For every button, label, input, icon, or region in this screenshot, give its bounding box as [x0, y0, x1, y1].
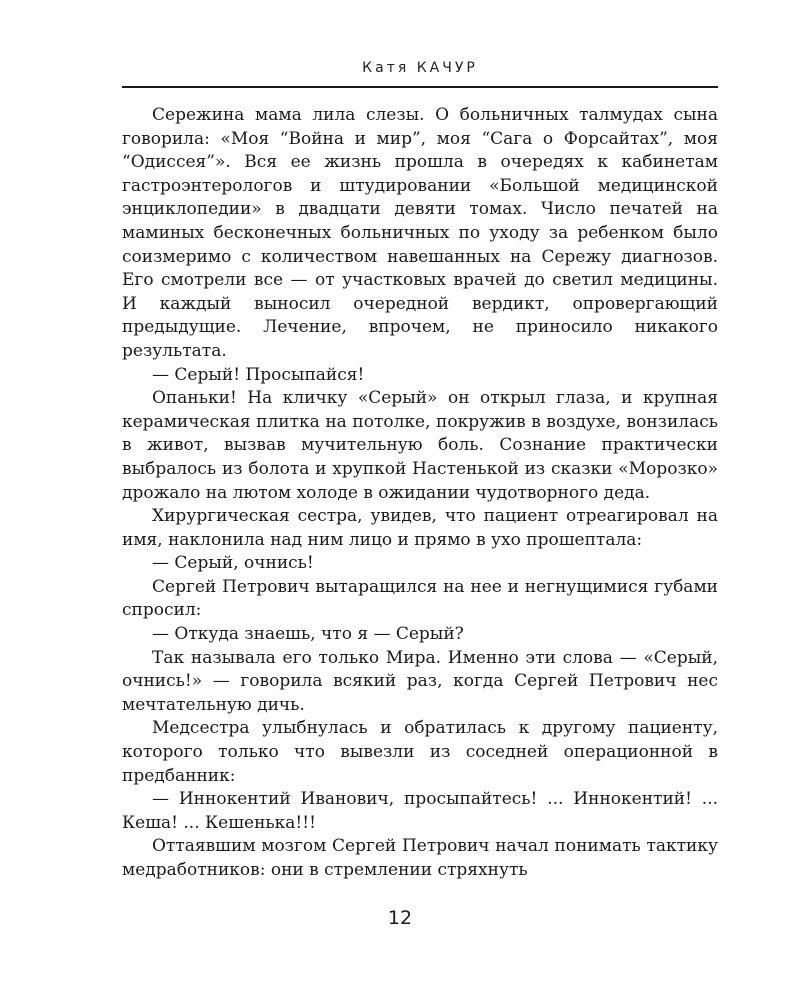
body-text: [122, 104, 718, 883]
paragraph: Медсестра улыбнулась и обратилась к другому пациенту, которого только что вывезли из соседней операционной в предбанник:: [122, 718, 718, 786]
paragraph: — Серый, очнись!: [152, 553, 314, 574]
paragraph: Оттаявшим мозгом Сергей Петрович начал понимать тактику медработников: они в стремлении стряхнуть: [122, 836, 718, 880]
header-rule: [122, 86, 718, 88]
paragraph: Сережина мама лила слезы. О больничных талмудах сына говорила: «Моя “Война и мир”, моя “Сага о Форсайтах”, моя “Одиссея”». Вся ее жизнь прошла в очередях к кабинетам гастроэнтерологов и штудировании «Большой медицинской энциклопедии» в двадцати девяти томах. Число печатей на маминых бесконечных больничных по уходу за ребенком было соизмеримо с количеством навешанных на Сережу диагнозов. Его смотрели все — от участковых врачей до светил медицины. И каждый выносил очередной вердикт, опровергающий предыдущие. Лечение, впрочем, не приносило никакого результата.: [122, 105, 718, 361]
paragraph: Сергей Петрович вытаращился на нее и негнущимися губами спросил:: [122, 576, 718, 621]
paragraph: — Иннокентий Иванович, просыпайтесь! ... Иннокентий! ... Кеша! ... Кешенька!!!: [122, 789, 718, 833]
paragraph: — Откуда знаешь, что я — Серый?: [152, 624, 464, 645]
running-head: Катя КАЧУР: [362, 60, 478, 76]
paragraph: Хирургическая сестра, увидев, что пациент отреагировал на имя, наклонила над ним лицо и прямо в ухо прошептала:: [122, 506, 718, 550]
paragraph: Так называла его только Мира. Именно эти слова — «Серый, очнись!» — говорила всякий раз, когда Сергей Петрович нес мечтательную дичь.: [122, 647, 718, 715]
paragraph: Опаньки! На кличку «Серый» он открыл глаза, и крупная керамическая плитка на потолке, покружив в воздухе, вонзилась в живот, вызвав мучительную боль. Сознание практически выбралось из болота и хрупкой Настенькой из сказки «Морозко» дрожало на лютом холоде в ожидании чудотворного деда.: [122, 388, 718, 503]
paragraph: — Серый! Просыпайся!: [152, 364, 365, 385]
page-number: 12: [387, 907, 413, 929]
